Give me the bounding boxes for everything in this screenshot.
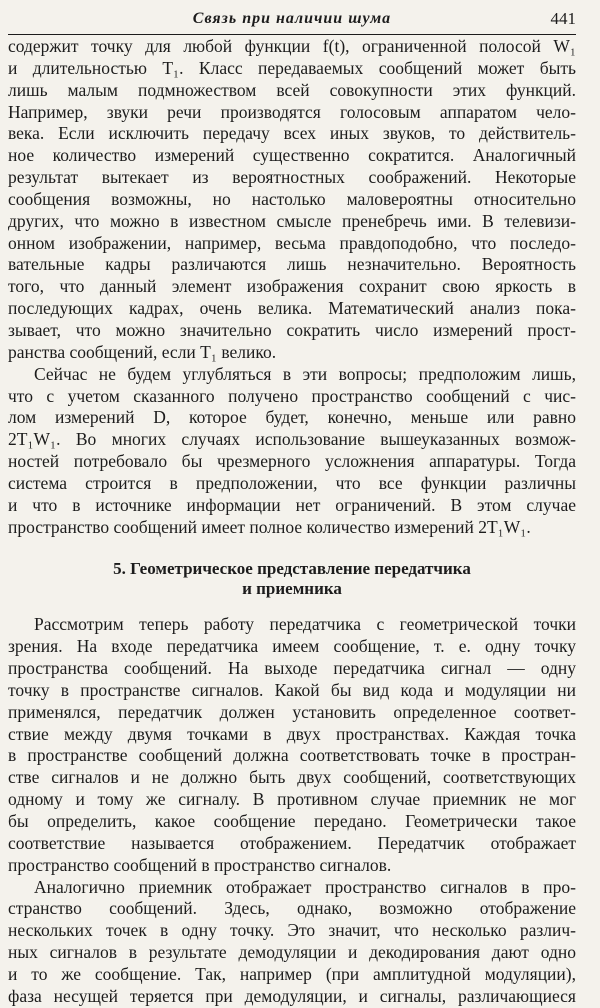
- text-line: пространство сообщений в пространство сигналов.: [8, 854, 392, 875]
- paragraph: [8, 877, 576, 1008]
- text-line: стве сигналов и не должно быть двух сообщений, соответствующих: [8, 767, 576, 788]
- text-line: в пространстве сообщений должна соответствовать точке в простран-: [8, 745, 576, 766]
- text-line: последующих кадрах, очень велика. Математический анализ пока-: [8, 298, 576, 319]
- page-body: [8, 36, 576, 1008]
- text-line: применялся, передатчик должен установить определенное соответ-: [8, 701, 576, 722]
- text-line: результат вытекает из вероятностных соображений. Некоторые: [8, 167, 576, 188]
- text-line: бы определить, какое сообщение передано. Геометрически такое: [8, 811, 576, 831]
- text-line: и длительностью T₁. Класс передаваемых сообщений может быть: [8, 57, 576, 78]
- text-line: вательные кадры различаются лишь незначительно. Вероятность: [8, 254, 576, 275]
- text-line: система строится в предположении, что все функции различны: [8, 472, 576, 493]
- text-line: онном изображении, например, весьма правдоподобно, что последо-: [8, 232, 576, 253]
- text-line: 2T₁W₁. Во многих случаях использование вышеуказанных возмож-: [8, 429, 576, 450]
- text-line: Сейчас не будем углубляться в эти вопросы; предположим лишь,: [34, 363, 576, 384]
- text-line: лишь малым подмножеством всей совокупности этих функций.: [8, 79, 576, 100]
- text-line: того, что данный элемент изображения сохранит свою яркость в: [8, 276, 576, 297]
- text-line: ранства сообщений, если T₁ велико.: [8, 341, 277, 362]
- text-line: и что в источнике информации нет ограничений. В этом случае: [8, 494, 576, 515]
- text-line: лом измерений D, которое будет, конечно, меньше или равно: [8, 407, 576, 428]
- section-heading-line: и приемника: [242, 579, 342, 599]
- text-line: сообщения возможны, но настолько маловероятны относительно: [8, 188, 576, 209]
- text-line: соответствие называется отображением. Передатчик отображает: [8, 832, 576, 853]
- text-line: века. Если исключить передачу всех иных звуков, то действитель-: [8, 123, 576, 144]
- text-line: Аналогично приемник отображает пространство сигналов в про-: [34, 876, 576, 897]
- paragraph: [8, 614, 576, 876]
- text-line: зывает, что можно значительно сократить число измерений прост-: [8, 319, 576, 340]
- text-line: содержит точку для любой функции f(t), ограниченной полосой W₁: [8, 36, 576, 56]
- text-line: и то же сообщение. Так, например (при амплитудной модуляции),: [8, 963, 576, 984]
- section-heading: [8, 559, 576, 599]
- text-line: ное количество измерений существенно сократится. Аналогичный: [8, 145, 576, 166]
- text-line: нескольких точек в одну точку. Это значит, что несколько различ-: [8, 920, 576, 941]
- running-title: Связь при наличии шума: [192, 10, 392, 27]
- header-rule: [8, 34, 576, 35]
- running-header: [8, 6, 576, 34]
- paragraph: [8, 36, 576, 364]
- text-line: пространство сообщений имеет полное количество измерений 2T₁W₁.: [8, 516, 531, 537]
- text-line: фаза несущей теряется при демодуляции, и сигналы, различающиеся: [8, 985, 576, 1006]
- text-line: Например, звуки речи производятся голосовым аппаратом чело-: [8, 101, 576, 122]
- section-heading-line: 5. Геометрическое представление передатчика: [113, 559, 471, 579]
- text-line: пространства сообщений. На выходе передатчика сигнал — одну: [8, 658, 576, 679]
- text-line: ных сигналов в результате демодуляции и декодирования дают одно: [8, 942, 576, 963]
- text-line: ностей потребовало бы чрезмерного усложнения аппаратуры. Тогда: [8, 451, 576, 472]
- text-line: одному и тому же сигналу. В противном случае приемник не мог: [8, 789, 576, 810]
- text-line: других, что можно в известном смысле пренебречь ими. В телевизи-: [8, 210, 576, 231]
- text-line: Рассмотрим теперь работу передатчика с геометрической точки: [34, 614, 576, 635]
- text-line: что с учетом сказанного получено пространство сообщений с чис-: [8, 385, 576, 406]
- text-line: зрения. На входе передатчика имеем сообщение, т. е. одну точку: [8, 636, 576, 657]
- text-line: странство сообщений. Здесь, однако, возможно отображение: [8, 898, 576, 919]
- paragraph: [8, 364, 576, 539]
- text-line: точку в пространстве сигналов. Какой бы вид кода и модуляции ни: [8, 679, 576, 700]
- page-number: 441: [550, 9, 576, 28]
- text-line: ствие между двумя точками в двух пространствах. Каждая точка: [8, 723, 576, 744]
